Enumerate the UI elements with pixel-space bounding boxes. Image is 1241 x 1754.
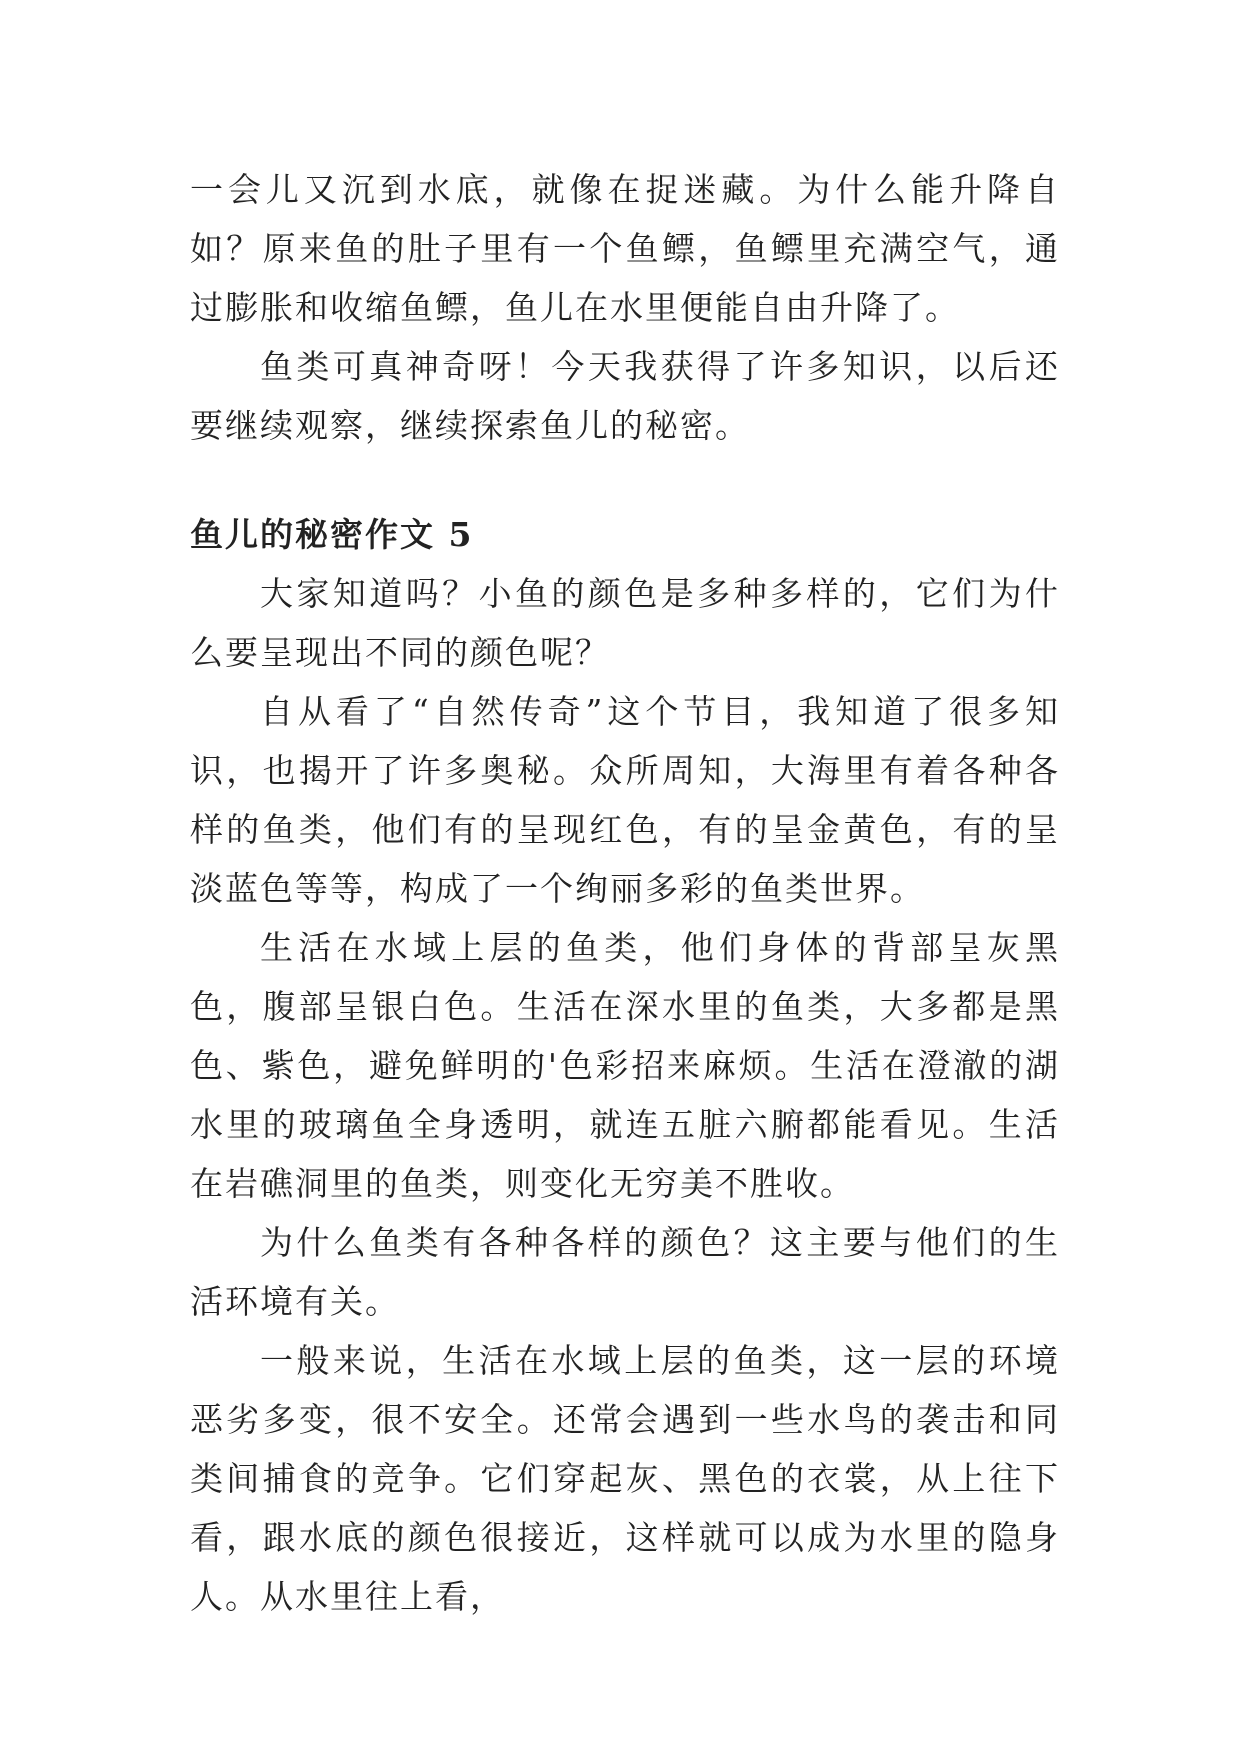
paragraph-3: 生活在水域上层的鱼类，他们身体的背部呈灰黑色，腹部呈银白色。生活在深水里的鱼类，大多都是黑色、紫色，避免鲜明的'色彩招来麻烦。生活在澄澈的湖水里的玻璃鱼全身透明，就连五脏六腑都能看见。生活在岩礁洞里的鱼类，则变化无穷美不胜收。: [190, 928, 1060, 1203]
paragraph-continuation-1: 一会儿又沉到水底，就像在捉迷藏。为什么能升降自如？原来鱼的肚子里有一个鱼鳔，鱼鳔里充满空气，通过膨胀和收缩鱼鳔，鱼儿在水里便能自由升降了。: [190, 170, 1060, 327]
paragraph-2: 自从看了“自然传奇”这个节目，我知道了很多知识，也揭开了许多奥秘。众所周知，大海里有着各种各样的鱼类，他们有的呈现红色，有的呈金黄色，有的呈淡蓝色等等，构成了一个绚丽多彩的鱼类世界。: [190, 692, 1060, 908]
section-spacer: [190, 455, 1060, 505]
paragraph-4: 为什么鱼类有各种各样的颜色？这主要与他们的生活环境有关。: [190, 1223, 1060, 1321]
section-title: 鱼儿的秘密作文 5: [190, 515, 474, 554]
paragraph-1: 大家知道吗？小鱼的颜色是多种多样的，它们为什么要呈现出不同的颜色呢？: [190, 574, 1060, 672]
paragraph-5: 一般来说，生活在水域上层的鱼类，这一层的环境恶劣多变，很不安全。还常会遇到一些水鸟的袭击和同类间捕食的竞争。它们穿起灰、黑色的衣裳，从上往下看，跟水底的颜色很接近，这样就可以成为水里的隐身人。从水里往上看，: [190, 1341, 1060, 1616]
paragraph-continuation-2: 鱼类可真神奇呀！今天我获得了许多知识，以后还要继续观察，继续探索鱼儿的秘密。: [190, 347, 1060, 445]
document-page: [190, 160, 1060, 1626]
